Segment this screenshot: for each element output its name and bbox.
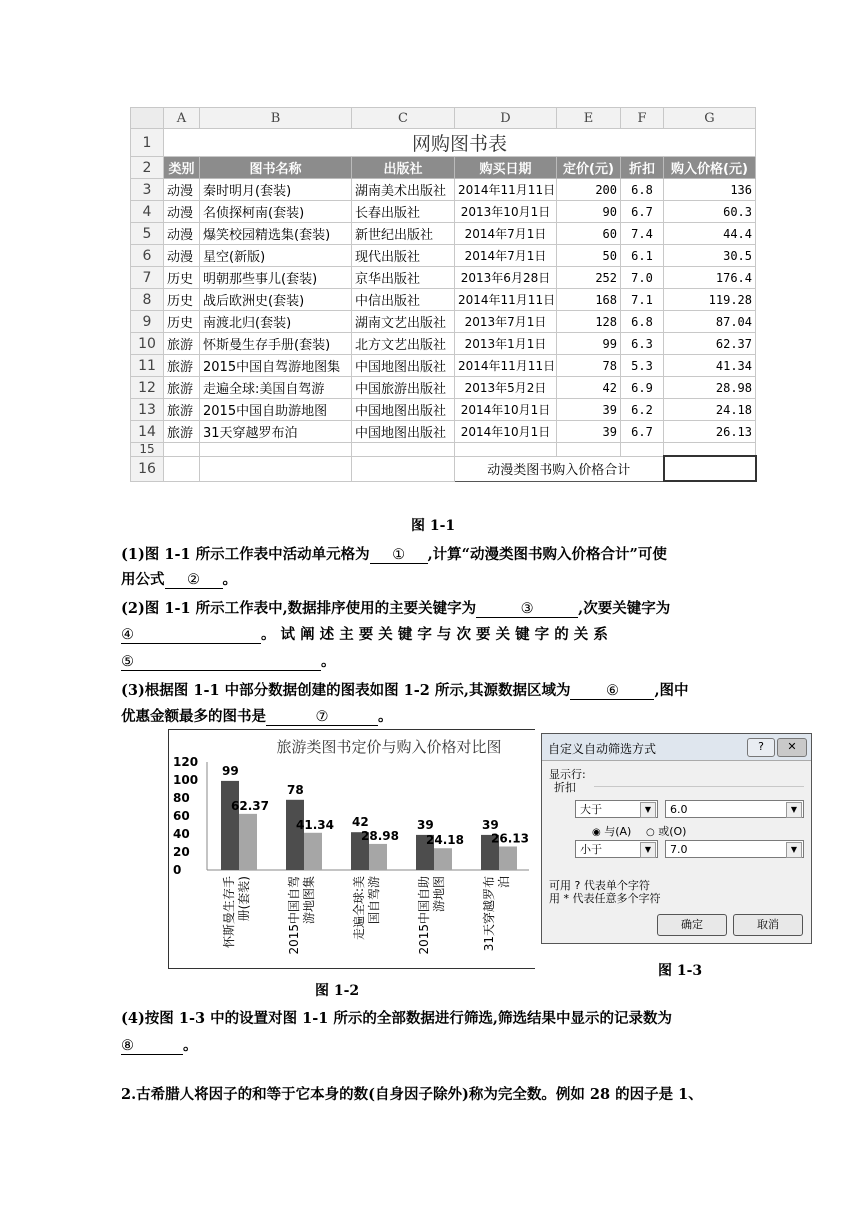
data-label-series-1: 39 <box>417 817 434 832</box>
title-row <box>131 129 756 157</box>
book-name-cell[interactable]: 南渡北归(套装) <box>200 311 352 333</box>
cell[interactable] <box>352 456 455 481</box>
purchase-date-cell[interactable]: 2014年10月1日 <box>455 421 557 443</box>
radio-checked-icon: ◉ <box>592 827 601 838</box>
x-tick-label: 国自驾游 <box>367 876 381 925</box>
discount-cell[interactable]: 6.1 <box>621 245 664 267</box>
cell[interactable] <box>664 443 756 457</box>
column-header-row <box>131 108 756 129</box>
category-cell[interactable]: 动漫 <box>164 179 200 201</box>
row-header[interactable]: 4 <box>131 201 164 223</box>
price-cell[interactable]: 252 <box>557 267 621 289</box>
purchase-date-cell[interactable]: 2013年7月1日 <box>455 311 557 333</box>
cost-cell[interactable]: 62.37 <box>664 333 756 355</box>
row-header[interactable]: 2 <box>131 157 164 179</box>
ok-button[interactable]: 确定 <box>657 914 727 936</box>
book-name-cell[interactable]: 走遍全球:美国自驾游 <box>200 377 352 399</box>
category-cell[interactable]: 旅游 <box>164 355 200 377</box>
purchase-date-cell[interactable]: 2014年7月1日 <box>455 223 557 245</box>
column-header[interactable]: A <box>164 108 200 129</box>
table-row <box>131 267 756 289</box>
chart-title: 旅游类图书定价与购入价格对比图 <box>276 738 502 756</box>
row-header[interactable]: 12 <box>131 377 164 399</box>
category-cell[interactable]: 动漫 <box>164 245 200 267</box>
bar-series-1 <box>286 800 304 870</box>
text: 。 试 阐 述 主 要 关 键 字 与 次 要 关 键 字 的 关 系 <box>261 626 608 643</box>
x-tick-label: 2015中国自驾 <box>287 876 301 955</box>
question-5-line-1 <box>121 1083 703 1104</box>
publisher-cell[interactable]: 湖南美术出版社 <box>352 179 455 201</box>
row-header[interactable]: 14 <box>131 421 164 443</box>
x-tick-label: 怀斯曼生存手 <box>222 876 236 949</box>
hint-2: 用 * 代表任意多个字符 <box>549 892 661 905</box>
publisher-cell[interactable]: 中信出版社 <box>352 289 455 311</box>
data-label-series-2: 41.34 <box>296 817 334 832</box>
price-cell[interactable]: 78 <box>557 355 621 377</box>
price-cell[interactable]: 168 <box>557 289 621 311</box>
category-cell[interactable]: 动漫 <box>164 223 200 245</box>
book-name-cell[interactable]: 2015中国自驾游地图集 <box>200 355 352 377</box>
cell[interactable] <box>200 456 352 481</box>
publisher-cell[interactable]: 新世纪出版社 <box>352 223 455 245</box>
price-cell[interactable]: 39 <box>557 421 621 443</box>
figure-caption-1-1: 图 1-1 <box>411 518 456 534</box>
cell[interactable] <box>621 443 664 457</box>
column-header[interactable]: G <box>664 108 756 129</box>
bar-series-2 <box>369 844 387 870</box>
value-1-value: 6.0 <box>670 803 688 816</box>
cell[interactable] <box>200 443 352 457</box>
book-name-cell[interactable]: 秦时明月(套装) <box>200 179 352 201</box>
dialog-title: 自定义自动筛选方式 <box>548 742 657 756</box>
cell[interactable] <box>352 443 455 457</box>
publisher-cell[interactable]: 北方文艺出版社 <box>352 333 455 355</box>
figure-caption-1-2: 图 1-2 <box>315 983 360 999</box>
cell[interactable] <box>164 443 200 457</box>
table-row <box>131 399 756 421</box>
blank-4: ④ <box>121 627 261 644</box>
radio-unchecked-icon: ○ <box>646 827 655 838</box>
book-name-cell[interactable]: 怀斯曼生存手册(套装) <box>200 333 352 355</box>
price-cell[interactable]: 200 <box>557 179 621 201</box>
question-1-line-2 <box>121 568 237 589</box>
bar-series-2 <box>239 814 257 870</box>
header-cell[interactable]: 出版社 <box>352 157 455 179</box>
chevron-down-icon[interactable]: ▼ <box>786 842 802 858</box>
cell[interactable] <box>164 456 200 481</box>
row-header[interactable]: 10 <box>131 333 164 355</box>
book-name-cell[interactable]: 名侦探柯南(套装) <box>200 201 352 223</box>
discount-cell[interactable]: 5.3 <box>621 355 664 377</box>
price-cell[interactable]: 99 <box>557 333 621 355</box>
book-name-cell[interactable]: 2015中国自助游地图 <box>200 399 352 421</box>
category-cell[interactable]: 动漫 <box>164 201 200 223</box>
table-row <box>131 421 756 443</box>
table-row <box>131 333 756 355</box>
discount-cell[interactable]: 6.8 <box>621 179 664 201</box>
discount-cell[interactable]: 7.0 <box>621 267 664 289</box>
x-tick-label: 游地图 <box>432 876 446 913</box>
column-header[interactable]: F <box>621 108 664 129</box>
header-cell[interactable]: 类别 <box>164 157 200 179</box>
price-cell[interactable]: 50 <box>557 245 621 267</box>
book-name-cell[interactable]: 爆笑校园精选集(套装) <box>200 223 352 245</box>
custom-autofilter-dialog <box>541 733 812 944</box>
text: 2.古希腊人将因子的和等于它本身的数(自身因子除外)称为完全数。例如 28 的因子是 1、 <box>121 1086 703 1103</box>
price-cell[interactable]: 128 <box>557 311 621 333</box>
table-row <box>131 377 756 399</box>
column-header[interactable]: B <box>200 108 352 129</box>
data-label-series-2: 26.13 <box>491 831 529 846</box>
cost-cell[interactable]: 87.04 <box>664 311 756 333</box>
chevron-down-icon[interactable]: ▼ <box>640 842 656 858</box>
book-name-cell[interactable]: 星空(新版) <box>200 245 352 267</box>
x-tick-label: 走遍全球:美 <box>352 876 366 941</box>
text: 。 <box>378 708 393 725</box>
x-tick-label: 游地图集 <box>302 876 316 925</box>
price-cell[interactable]: 90 <box>557 201 621 223</box>
purchase-date-cell[interactable]: 2013年10月1日 <box>455 201 557 223</box>
text: 。 <box>222 571 237 588</box>
chevron-down-icon[interactable]: ▼ <box>786 802 802 818</box>
blank-8: ⑧ <box>121 1038 183 1055</box>
book-name-cell[interactable]: 31天穿越罗布泊 <box>200 421 352 443</box>
bar-series-2 <box>434 848 452 870</box>
text: (3)根据图 1-1 中部分数据创建的图表如图 1-2 所示,其源数据区域为 <box>121 682 571 699</box>
column-header[interactable]: E <box>557 108 621 129</box>
row-header[interactable]: 13 <box>131 399 164 421</box>
row-header[interactable]: 16 <box>131 456 164 481</box>
empty-row <box>131 443 756 457</box>
question-2-line-1 <box>121 597 670 618</box>
category-cell[interactable]: 旅游 <box>164 421 200 443</box>
y-tick-label: 0 <box>173 863 182 877</box>
discount-cell[interactable]: 7.1 <box>621 289 664 311</box>
discount-cell[interactable]: 6.7 <box>621 201 664 223</box>
row-header[interactable]: 3 <box>131 179 164 201</box>
text: 。 <box>183 1037 198 1054</box>
y-tick-label: 40 <box>173 827 190 841</box>
book-name-cell[interactable]: 明朝那些事儿(套装) <box>200 267 352 289</box>
category-cell[interactable]: 历史 <box>164 289 200 311</box>
question-3-line-2 <box>121 705 393 726</box>
category-cell[interactable]: 旅游 <box>164 333 200 355</box>
blank-3: ③ <box>476 601 578 618</box>
value-1-select[interactable] <box>665 800 804 818</box>
divider <box>594 786 804 787</box>
cancel-button[interactable]: 取消 <box>733 914 803 936</box>
cost-cell[interactable]: 41.34 <box>664 355 756 377</box>
cost-cell[interactable]: 44.4 <box>664 223 756 245</box>
text: (2)图 1-1 所示工作表中,数据排序使用的主要关键字为 <box>121 600 477 617</box>
purchase-date-cell[interactable]: 2014年11月11日 <box>455 355 557 377</box>
price-cell[interactable]: 42 <box>557 377 621 399</box>
spreadsheet <box>130 107 757 482</box>
question-2-line-2 <box>121 623 608 644</box>
bar-chart <box>168 729 535 969</box>
row-header[interactable]: 8 <box>131 289 164 311</box>
row-header[interactable]: 1 <box>131 129 164 157</box>
cost-cell[interactable]: 24.18 <box>664 399 756 421</box>
cell[interactable] <box>455 443 557 457</box>
row-header[interactable]: 11 <box>131 355 164 377</box>
blank-5: ⑤ <box>121 654 321 671</box>
data-label-series-2: 24.18 <box>426 833 464 848</box>
purchase-date-cell[interactable]: 2014年7月1日 <box>455 245 557 267</box>
text: ,图中 <box>654 682 689 699</box>
purchase-date-cell[interactable]: 2014年11月11日 <box>455 179 557 201</box>
chevron-down-icon[interactable]: ▼ <box>640 802 656 818</box>
question-3-line-1 <box>121 679 689 700</box>
cost-cell[interactable]: 28.98 <box>664 377 756 399</box>
dialog-titlebar[interactable] <box>542 734 811 761</box>
and-label: 与(A) <box>604 825 632 838</box>
discount-cell[interactable]: 6.9 <box>621 377 664 399</box>
text: 用公式 <box>121 571 165 588</box>
bar-series-2 <box>304 833 322 870</box>
blank-1: ① <box>370 547 428 564</box>
category-cell[interactable]: 历史 <box>164 267 200 289</box>
discount-cell[interactable]: 6.7 <box>621 421 664 443</box>
y-tick-label: 80 <box>173 791 190 805</box>
text: ,计算“动漫类图书购入价格合计”可使 <box>427 546 667 563</box>
purchase-date-cell[interactable]: 2013年5月2日 <box>455 377 557 399</box>
table-row <box>131 355 756 377</box>
discount-cell[interactable]: 6.8 <box>621 311 664 333</box>
y-tick-label: 60 <box>173 809 190 823</box>
question-4-line-2 <box>121 1034 198 1055</box>
sheet-title[interactable]: 网购图书表 <box>164 129 756 157</box>
select-all-corner[interactable] <box>131 108 164 129</box>
publisher-cell[interactable]: 中国地图出版社 <box>352 399 455 421</box>
cost-cell[interactable]: 176.4 <box>664 267 756 289</box>
value-2-value: 7.0 <box>670 843 688 856</box>
sum-row <box>131 456 756 481</box>
x-tick-label: 册(套装) <box>237 876 251 922</box>
blank-6: ⑥ <box>570 683 654 700</box>
row-header[interactable]: 7 <box>131 267 164 289</box>
cost-cell[interactable]: 60.3 <box>664 201 756 223</box>
data-label-series-2: 62.37 <box>231 798 269 813</box>
publisher-cell[interactable]: 湖南文艺出版社 <box>352 311 455 333</box>
text: 。 <box>321 653 336 670</box>
category-cell[interactable]: 历史 <box>164 311 200 333</box>
data-label-series-1: 99 <box>222 763 239 778</box>
data-label-series-1: 42 <box>352 815 369 830</box>
discount-cell[interactable]: 7.4 <box>621 223 664 245</box>
discount-cell[interactable]: 6.3 <box>621 333 664 355</box>
column-header[interactable]: D <box>455 108 557 129</box>
category-cell[interactable]: 旅游 <box>164 399 200 421</box>
y-tick-label: 20 <box>173 845 190 859</box>
close-button[interactable]: ✕ <box>777 738 807 757</box>
publisher-cell[interactable]: 中国地图出版社 <box>352 421 455 443</box>
purchase-date-cell[interactable]: 2013年1月1日 <box>455 333 557 355</box>
cost-cell[interactable]: 26.13 <box>664 421 756 443</box>
header-cell[interactable]: 购入价格(元) <box>664 157 756 179</box>
figure-caption-1-3: 图 1-3 <box>658 963 703 979</box>
text: ,次要关键字为 <box>578 600 671 617</box>
field-label: 折扣 <box>554 781 576 794</box>
cost-cell[interactable]: 136 <box>664 179 756 201</box>
show-rows-label: 显示行: <box>549 768 586 781</box>
price-cell[interactable]: 39 <box>557 399 621 421</box>
header-cell[interactable]: 折扣 <box>621 157 664 179</box>
and-radio[interactable] <box>592 823 631 839</box>
header-cell[interactable]: 购买日期 <box>455 157 557 179</box>
data-label-series-1: 39 <box>482 817 499 832</box>
x-tick-label: 2015中国自助 <box>417 876 431 955</box>
publisher-cell[interactable]: 现代出版社 <box>352 245 455 267</box>
publisher-cell[interactable]: 中国旅游出版社 <box>352 377 455 399</box>
row-header[interactable]: 5 <box>131 223 164 245</box>
category-cell[interactable]: 旅游 <box>164 377 200 399</box>
purchase-date-cell[interactable]: 2013年6月28日 <box>455 267 557 289</box>
text: (4)按图 1-3 中的设置对图 1-1 所示的全部数据进行筛选,筛选结果中显示的记录数为 <box>121 1010 672 1027</box>
question-2-line-3 <box>121 650 336 671</box>
chart-svg <box>169 730 535 968</box>
value-2-select[interactable] <box>665 840 804 858</box>
question-1-line-1 <box>121 543 667 564</box>
blank-7: ⑦ <box>266 709 378 726</box>
bar-series-1 <box>221 781 239 870</box>
bar-series-2 <box>499 846 517 870</box>
table-row <box>131 311 756 333</box>
publisher-cell[interactable]: 长春出版社 <box>352 201 455 223</box>
data-label-series-1: 78 <box>287 782 304 797</box>
publisher-cell[interactable]: 京华出版社 <box>352 267 455 289</box>
header-cell[interactable]: 定价(元) <box>557 157 621 179</box>
purchase-date-cell[interactable]: 2014年10月1日 <box>455 399 557 421</box>
blank-2: ② <box>165 572 223 589</box>
header-row <box>131 157 756 179</box>
y-tick-label: 120 <box>173 755 199 769</box>
operator-1-select[interactable] <box>575 800 658 818</box>
table-row <box>131 245 756 267</box>
x-tick-label: 31天穿越罗布 <box>482 876 496 952</box>
cell[interactable] <box>557 443 621 457</box>
row-header[interactable]: 6 <box>131 245 164 267</box>
operator-2-select[interactable] <box>575 840 658 858</box>
header-cell[interactable]: 图书名称 <box>200 157 352 179</box>
discount-cell[interactable]: 6.2 <box>621 399 664 421</box>
operator-1-value: 大于 <box>580 803 602 816</box>
publisher-cell[interactable]: 中国地图出版社 <box>352 355 455 377</box>
hint-1: 可用 ? 代表单个字符 <box>549 879 650 892</box>
or-radio[interactable] <box>646 823 686 839</box>
data-label-series-2: 28.98 <box>361 828 399 843</box>
text: 优惠金额最多的图书是 <box>121 708 266 725</box>
text: (1)图 1-1 所示工作表中活动单元格为 <box>121 546 370 563</box>
cost-cell[interactable]: 30.5 <box>664 245 756 267</box>
price-cell[interactable]: 60 <box>557 223 621 245</box>
row-header[interactable]: 9 <box>131 311 164 333</box>
table-row <box>131 223 756 245</box>
purchase-date-cell[interactable]: 2014年11月11日 <box>455 289 557 311</box>
sum-label-cell[interactable]: 动漫类图书购入价格合计 <box>455 456 664 481</box>
table-row <box>131 289 756 311</box>
help-button[interactable]: ? <box>747 738 775 757</box>
question-4-line-1 <box>121 1007 672 1028</box>
x-tick-label: 泊 <box>497 876 511 889</box>
or-label: 或(O) <box>658 825 687 838</box>
row-header[interactable]: 15 <box>131 443 164 457</box>
y-tick-label: 100 <box>173 773 199 787</box>
table-row <box>131 201 756 223</box>
book-name-cell[interactable]: 战后欧洲史(套装) <box>200 289 352 311</box>
operator-2-value: 小于 <box>580 843 602 856</box>
cost-cell[interactable]: 119.28 <box>664 289 756 311</box>
column-header[interactable]: C <box>352 108 455 129</box>
active-cell[interactable] <box>664 456 756 481</box>
table-row <box>131 179 756 201</box>
